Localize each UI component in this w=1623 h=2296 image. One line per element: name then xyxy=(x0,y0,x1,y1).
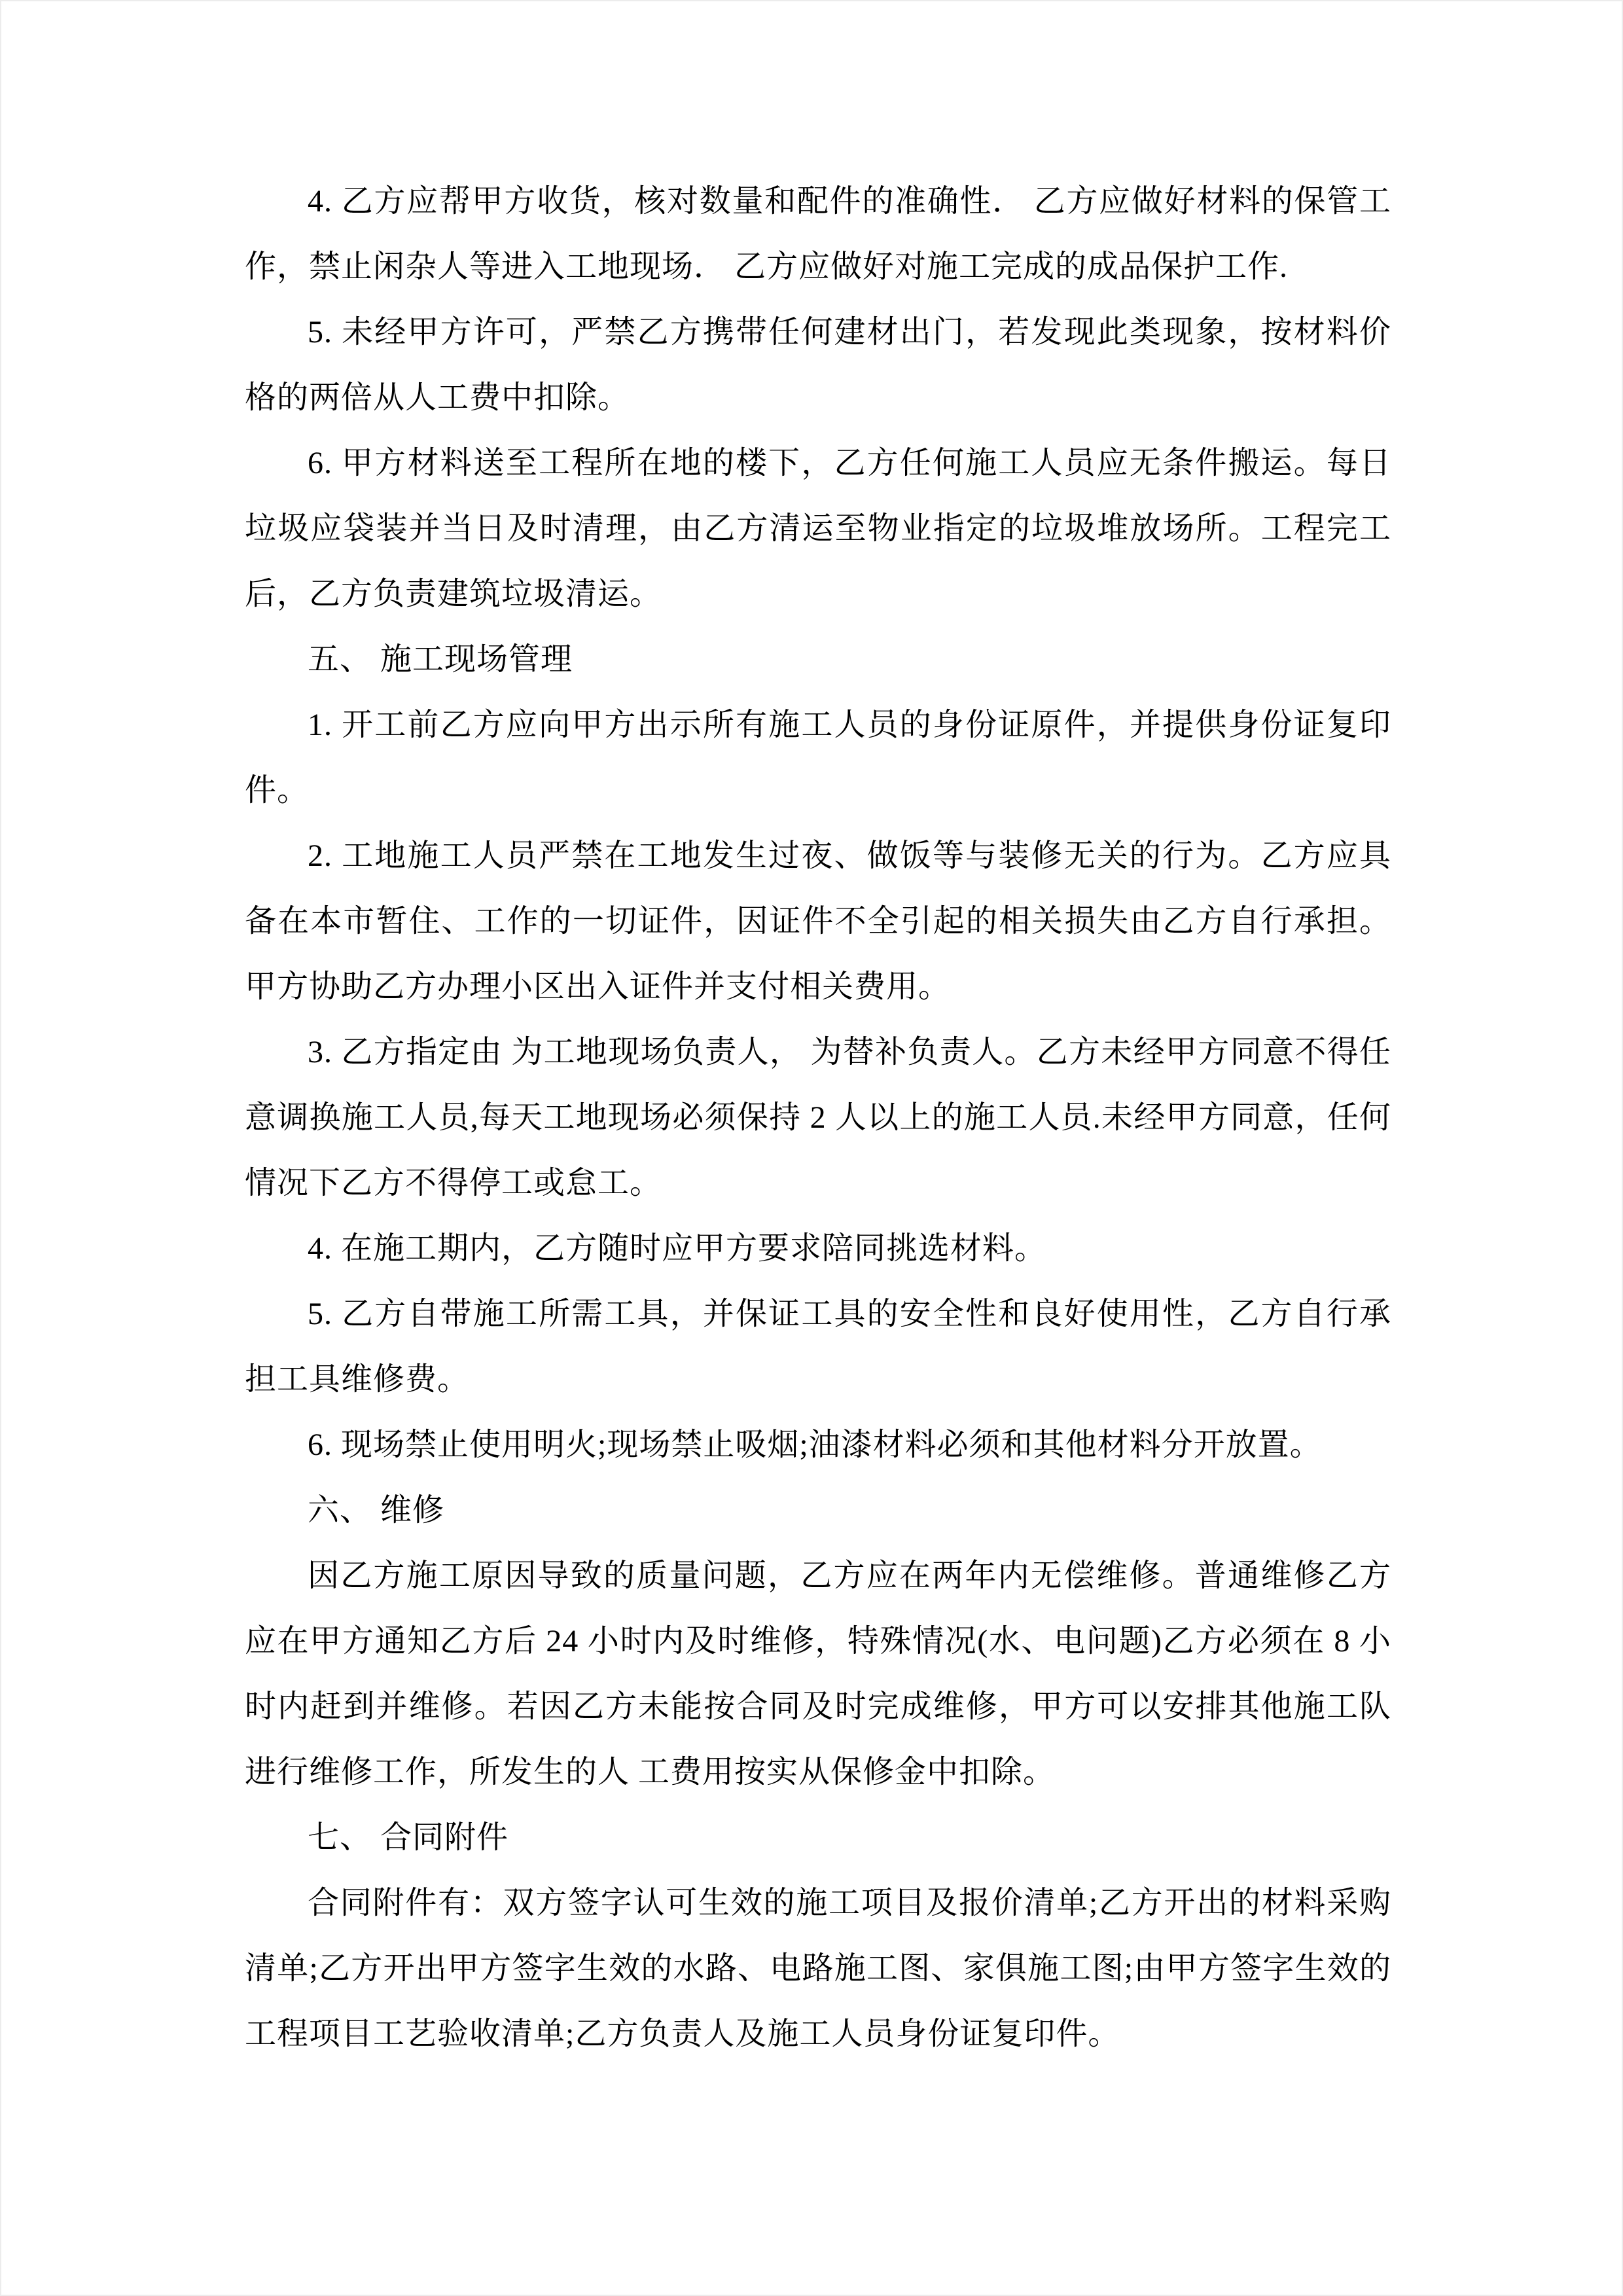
paragraph-maintenance: 因乙方施工原因导致的质量问题，乙方应在两年内无偿维修。普通维修乙方应在甲方通知乙方后 24 小时内及时维修，特殊情况(水、电问题)乙方必须在 8 小时内赶到并维修。若因乙方未能按合同及时完成维修，甲方可以安排其他施工队进行维修工作，所发生的人 工费用按实从保修金中扣除。 xyxy=(245,1558,1391,1789)
paragraph-site-1: 1. 开工前乙方应向甲方出示所有施工人员的身份证原件，并提供身份证复印件。 xyxy=(245,708,1391,808)
paragraph-site-2: 2. 工地施工人员严禁在工地发生过夜、做饭等与装修无关的行为。乙方应具备在本市暂住、工作的一切证件，因证件不全引起的相关损失由乙方自行承担。甲方协助乙方办理小区出入证件并支付相关费用。 xyxy=(245,838,1391,1004)
paragraph-site-3: 3. 乙方指定由 为工地现场负责人， 为替补负责人。乙方未经甲方同意不得任意调换施工人员,每天工地现场必须保持 2 人以上的施工人员.未经甲方同意，任何情况下乙方不得停工或怠工。 xyxy=(245,1035,1391,1200)
paragraph-site-5: 5. 乙方自带施工所需工具，并保证工具的安全性和良好使用性，乙方自行承担工具维修费。 xyxy=(245,1297,1391,1397)
paragraph-clause-material-6: 6. 甲方材料送至工程所在地的楼下，乙方任何施工人员应无条件搬运。每日垃圾应袋装并当日及时清理，由乙方清运至物业指定的垃圾堆放场所。工程完工后，乙方负责建筑垃圾清运。 xyxy=(245,446,1391,611)
section-heading-attachments: 七、 合同附件 xyxy=(308,1820,509,1855)
section-heading-maintenance: 六、 维修 xyxy=(308,1493,445,1528)
paragraph-site-4: 4. 在施工期内，乙方随时应甲方要求陪同挑选材料。 xyxy=(308,1231,1047,1266)
paragraph-attachments: 合同附件有：双方签字认可生效的施工项目及报价清单;乙方开出的材料采购清单;乙方开出甲方签字生效的水路、电路施工图、家俱施工图;由甲方签字生效的工程项目工艺验收清单;乙方负责人及施工人员身份证复印件。 xyxy=(245,1886,1391,2051)
contract-body xyxy=(245,169,1391,2067)
paragraph-clause-material-5: 5. 未经甲方许可，严禁乙方携带任何建材出门，若发现此类现象，按材料价格的两倍从人工费中扣除。 xyxy=(245,315,1391,415)
section-heading-site-management: 五、 施工现场管理 xyxy=(308,642,573,677)
paragraph-clause-material-4: 4. 乙方应帮甲方收货，核对数量和配件的准确性． 乙方应做好材料的保管工作，禁止闲杂人等进入工地现场． 乙方应做好对施工完成的成品保护工作. xyxy=(245,184,1391,284)
paragraph-site-6: 6. 现场禁止使用明火;现场禁止吸烟;油漆材料必须和其他材料分开放置。 xyxy=(308,1427,1322,1462)
